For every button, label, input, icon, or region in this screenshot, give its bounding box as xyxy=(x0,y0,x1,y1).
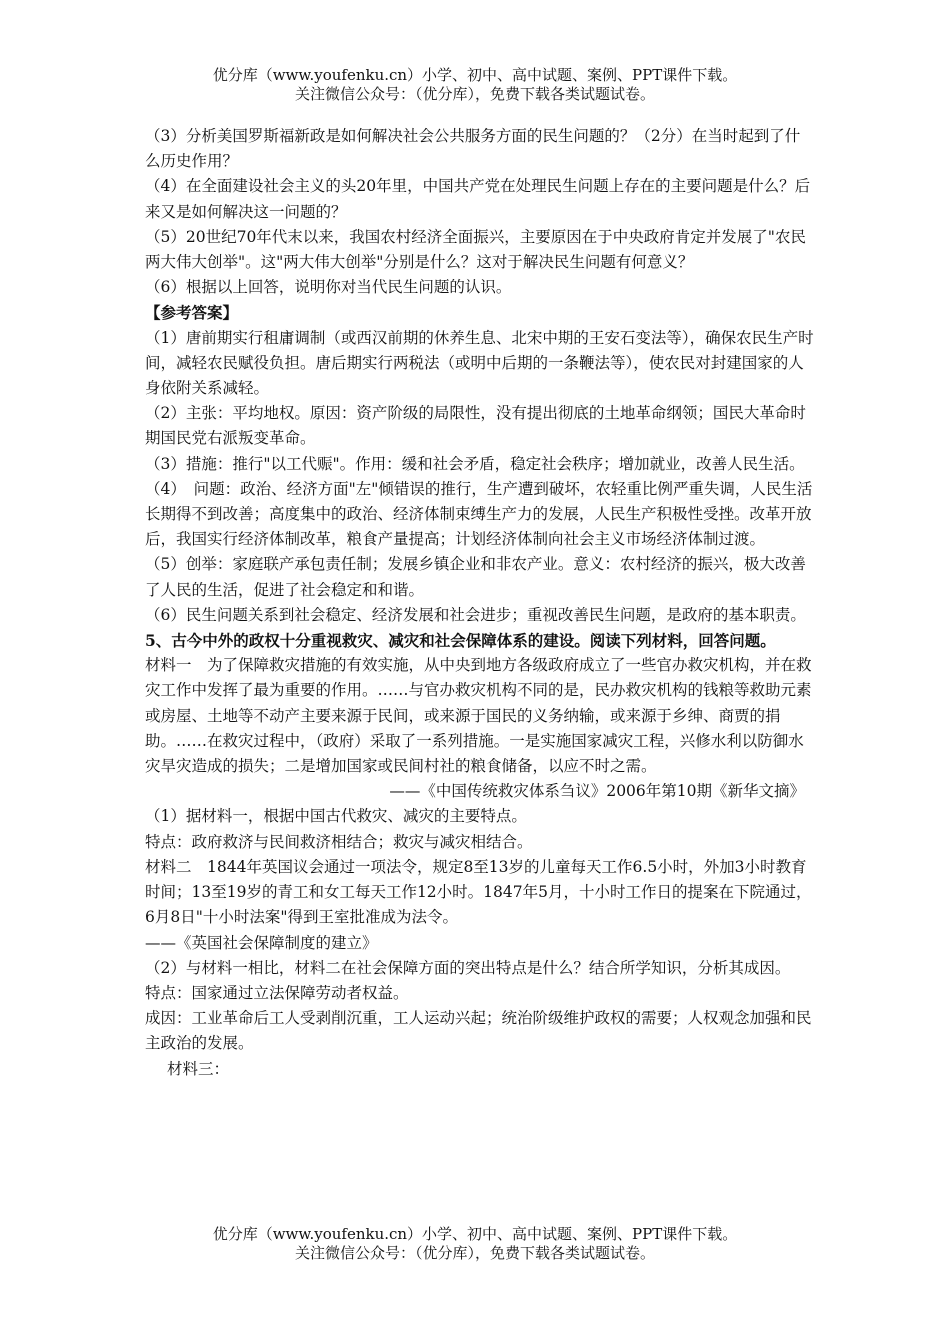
answer-heading: 【参考答案】 xyxy=(145,303,239,323)
answer-2: （2）主张：平均地权。原因：资产阶级的局限性，没有提出彻底的土地革命纲领；国民大革命时期国民党右派叛变革命。 xyxy=(145,404,806,448)
header-line-1: 优分库（www.youfenku.cn）小学、初中、高中试题、案例、PPT课件下载。 xyxy=(212,66,738,84)
question-3: （3）分析美国罗斯福新政是如何解决社会公共服务方面的民生问题的？（2分）在当时起到了什么历史作用？ xyxy=(145,127,801,171)
footer-line-1: 优分库（www.youfenku.cn）小学、初中、高中试题、案例、PPT课件下载。 xyxy=(212,1225,738,1243)
question-5-intro: 5、古今中外的政权十分重视救灾、减灾和社会保障体系的建设。阅读下列材料，回答问题。 xyxy=(145,631,776,651)
sub-question-2-answer-feature: 特点：国家通过立法保障劳动者权益。 xyxy=(145,983,409,1002)
answer-1: （1）唐前期实行租庸调制（或西汉前期的休养生息、北宋中期的王安石变法等），确保农民生产时间，减轻农民赋役负担。唐后期实行两税法（或明中后期的一条鞭法等），使农民对封建国家的人身依附关系减轻。 xyxy=(145,328,814,398)
sub-question-1-answer: 特点：政府救济与民间救济相结合；救灾与减灾相结合。 xyxy=(145,832,533,851)
document-body xyxy=(145,124,815,1082)
question-5: （5）20世纪70年代末以来，我国农村经济全面振兴，主要原因在于中央政府肯定并发展了"农民两大伟大创举"。这"两大伟大创举"分别是什么？这对于解决民生问题有何意义？ xyxy=(145,227,806,272)
header-line-2: 关注微信公众号：（优分库），免费下载各类试题试卷。 xyxy=(294,85,655,103)
sub-question-2: （2）与材料一相比，材料二在社会保障方面的突出特点是什么？结合所学知识，分析其成因。 xyxy=(145,958,791,977)
question-4: （4）在全面建设社会主义的头20年里，中国共产党在处理民生问题上存在的主要问题是什么？后来又是如何解决这一问题的？ xyxy=(145,177,811,221)
material-3-label: 材料三： xyxy=(167,1059,230,1078)
answer-5: （5）创举：家庭联产承包责任制；发展乡镇企业和非农产业。意义：农村经济的振兴，极大改善了人民的生活，促进了社会稳定和和谐。 xyxy=(145,555,806,599)
answer-4: （4） 问题：政治、经济方面"左"倾错误的推行，生产遭到破坏，农轻重比例严重失调，人民生活长期得不到改善；高度集中的政治、经济体制束缚生产力的发展，人民生产积极性受挫。改革开放后，我国实行经济体制改革，粮食产量提高；计划经济体制向社会主义市场经济体制过渡。 xyxy=(145,479,813,549)
page-header xyxy=(0,66,950,104)
question-6: （6）根据以上回答，说明你对当代民生问题的认识。 xyxy=(145,278,512,297)
answer-6: （6）民生问题关系到社会稳定、经济发展和社会进步；重视改善民生问题，是政府的基本职责。 xyxy=(145,605,806,624)
material-2-source: ——《英国社会保障制度的建立》 xyxy=(145,933,378,952)
material-1-source: ——《中国传统救灾体系刍议》2006年第10期《新华文摘》 xyxy=(389,782,805,801)
material-1: 材料一 为了保障救灾措施的有效实施，从中央到地方各级政府成立了一些官办救灾机构，并在救灾工作中发挥了最为重要的作用。……与官办救灾机构不同的是，民办救灾机构的钱粮等救助元素或房屋、土地等不动产主要来源于民间，或来源于国民的义务纳输，或来源于乡绅、商贾的捐助。……在救灾过程中，（政府）采取了一系列措施。一是实施国家减灾工程，兴修水利以防御水灾旱灾造成的损失；二是增加国家或民间村社的粮食储备，以应不时之需。 xyxy=(145,656,812,776)
page-footer xyxy=(0,1225,950,1263)
sub-question-2-answer-cause: 成因：工业革命后工人受剥削沉重，工人运动兴起；统治阶级维护政权的需要；人权观念加强和民主政治的发展。 xyxy=(145,1009,812,1053)
sub-question-1: （1）据材料一，根据中国古代救灾、减灾的主要特点。 xyxy=(145,807,527,826)
footer-line-2: 关注微信公众号：（优分库），免费下载各类试题试卷。 xyxy=(294,1244,655,1262)
material-2: 材料二 1844年英国议会通过一项法令，规定8至13岁的儿童每天工作6.5小时，外加3小时教育时间；13至19岁的青工和女工每天工作12小时。1847年5月，十小时工作日的提案在下院通过，6月8日"十小时法案"得到王室批准成为法令。 xyxy=(145,857,812,927)
answer-3: （3）措施：推行"以工代赈"。作用：缓和社会矛盾，稳定社会秩序；增加就业，改善人民生活。 xyxy=(145,454,805,473)
